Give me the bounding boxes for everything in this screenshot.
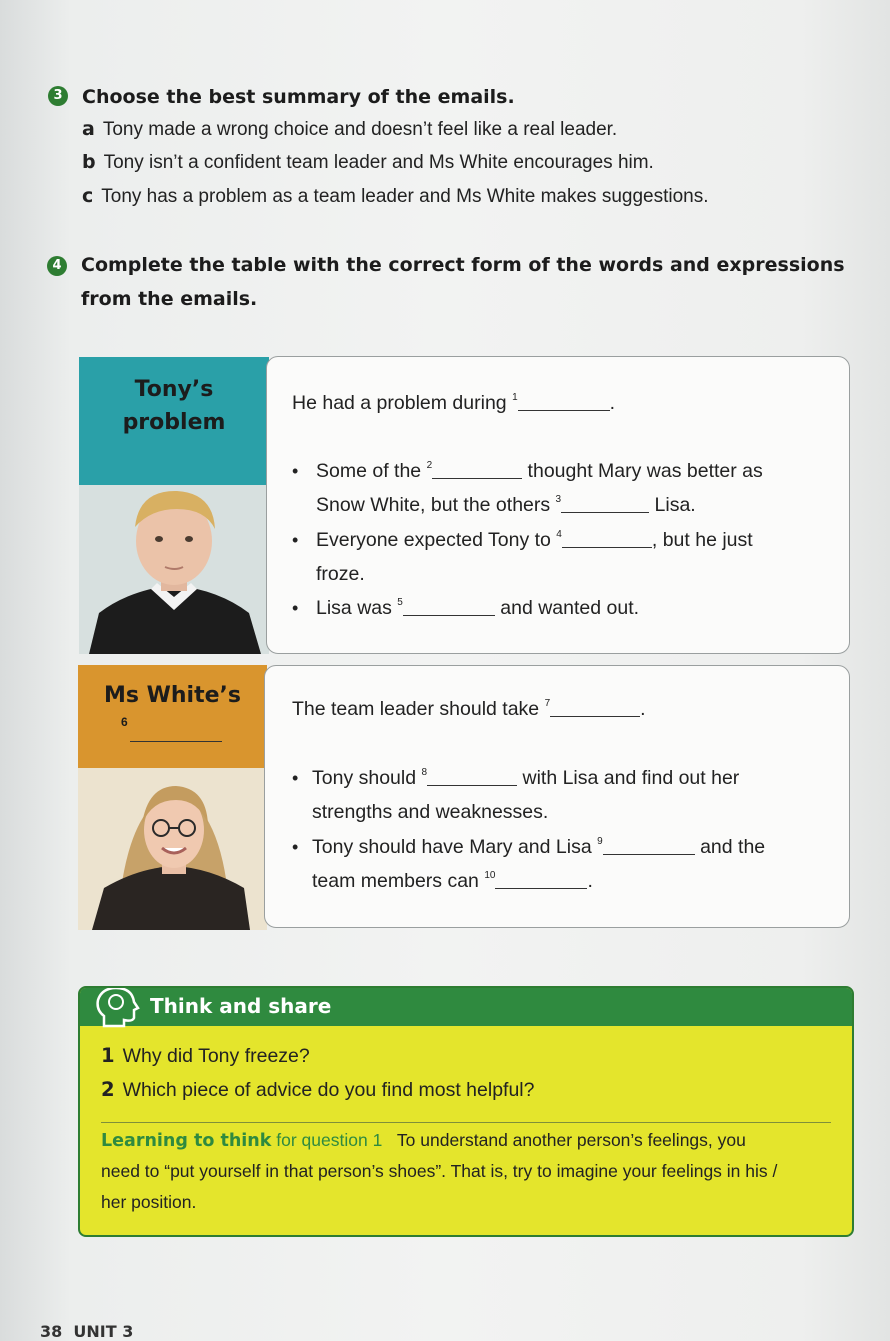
blank-number: 4: [556, 529, 562, 540]
learning-to-think-for: for question 1: [271, 1130, 383, 1150]
text-segment: Snow White, but the others: [316, 494, 556, 516]
white-label-column: [78, 665, 267, 930]
think-and-share-box: [78, 986, 854, 1237]
text-segment: .: [587, 870, 593, 892]
white-label: Ms White’s: [103, 683, 241, 708]
tony-bullet1-line2: [316, 494, 696, 517]
answer-blank-4[interactable]: [562, 531, 652, 548]
option-text: Tony isn’t a confident team leader and Ms White encourages him.: [103, 152, 654, 173]
option-text: Tony has a problem as a team leader and Ms White makes suggestions.: [101, 186, 709, 207]
bullet-icon: •: [292, 837, 299, 857]
white-bullet1-line2: strengths and weaknesses.: [312, 801, 549, 823]
bullet-icon: •: [292, 598, 299, 618]
tony-portrait: [79, 485, 269, 654]
option-text: Tony made a wrong choice and doesn’t feel like a real leader.: [102, 119, 618, 140]
think-and-share-title: Think and share: [150, 994, 332, 1018]
text-segment: Everyone expected Tony to: [316, 529, 557, 551]
tony-bullet3-line: [316, 597, 639, 620]
text-segment: thought Mary was better as: [522, 460, 763, 482]
tony-intro-line: [292, 392, 615, 415]
ms-white-portrait: [78, 768, 267, 930]
blank-number: 1: [512, 392, 518, 403]
ts-question-2: [101, 1078, 534, 1102]
blank-number: 5: [397, 597, 403, 608]
tony-bullet2-line1: [316, 529, 753, 552]
question-number: 1: [101, 1044, 115, 1067]
white-advice-box: [264, 665, 850, 928]
divider: [101, 1122, 831, 1123]
white-photo: [78, 768, 267, 930]
option-b: [82, 151, 654, 174]
answer-blank-1[interactable]: [518, 394, 610, 411]
answer-blank-5[interactable]: [403, 599, 495, 616]
white-bullet1-line1: [312, 767, 739, 790]
tony-problem-box: [266, 356, 850, 654]
question-4-heading-line2: from the emails.: [81, 288, 258, 310]
white-bullet2-line1: [312, 836, 765, 859]
tony-bullet1-line1: [316, 460, 763, 483]
page-footer: [40, 1322, 133, 1341]
tony-label-line2: problem: [122, 410, 226, 435]
blank-number: 7: [544, 698, 551, 709]
text-segment: .: [609, 392, 616, 414]
white-label-number: 6: [121, 715, 128, 729]
question-4-badge: 4: [47, 256, 67, 276]
tony-label-line1: Tony’s: [134, 377, 214, 402]
text-segment: The team leader should take: [292, 698, 545, 720]
option-a: [82, 118, 617, 141]
text-segment: .: [640, 698, 646, 720]
bullet-icon: •: [292, 461, 299, 481]
learning-to-think-line2: need to “put yourself in that person’s shoes”. That is, try to imagine your feelings in his /: [101, 1161, 778, 1181]
option-letter: b: [82, 151, 96, 173]
text-segment: Lisa was: [316, 597, 398, 619]
option-letter: a: [82, 118, 95, 140]
text-segment: He had a problem during: [292, 392, 513, 414]
bullet-icon: •: [292, 768, 299, 788]
ts-question-1: [101, 1044, 310, 1068]
option-c: [82, 185, 709, 208]
text-segment: with Lisa and find out her: [517, 767, 740, 789]
blank-number: 3: [555, 494, 562, 505]
option-letter: c: [82, 185, 94, 207]
tony-label: [79, 373, 269, 439]
learning-to-think-line3: her position.: [101, 1192, 197, 1212]
question-number: 2: [101, 1078, 115, 1101]
unit-label: UNIT 3: [73, 1322, 134, 1341]
text-segment: and the: [694, 836, 766, 858]
answer-blank-3[interactable]: [561, 496, 649, 513]
learning-to-think-line1: [101, 1130, 746, 1151]
white-label-blank[interactable]: [130, 741, 222, 742]
text-segment: Lisa.: [649, 494, 696, 516]
text-segment: Some of the: [316, 460, 427, 482]
white-intro-line: [292, 698, 646, 721]
head-profile-icon: [94, 986, 144, 1028]
text-segment: Tony should have Mary and Lisa: [312, 836, 598, 858]
text-segment: and wanted out.: [494, 597, 640, 619]
answer-blank-8[interactable]: [427, 769, 517, 786]
question-text: Which piece of advice do you find most helpful?: [122, 1079, 535, 1101]
learning-to-think-text: To understand another person’s feelings, you: [396, 1130, 746, 1150]
tony-bullet2-line2: froze.: [316, 563, 365, 585]
question-3-badge: 3: [48, 86, 68, 106]
text-segment: , but he just: [651, 529, 753, 551]
question-4-heading-line1: Complete the table with the correct form of the words and expressions: [81, 254, 845, 276]
blank-number: 10: [484, 870, 496, 881]
page-number: 38: [40, 1322, 63, 1341]
learning-to-think-label: Learning to think: [101, 1131, 272, 1151]
question-text: Why did Tony freeze?: [122, 1045, 310, 1067]
blank-number: 2: [426, 460, 433, 471]
think-and-share-header: [80, 988, 852, 1026]
answer-blank-10[interactable]: [495, 872, 587, 889]
answer-blank-7[interactable]: [550, 700, 640, 717]
question-3-heading: Choose the best summary of the emails.: [82, 86, 515, 108]
blank-number: 8: [421, 767, 428, 778]
answer-blank-2[interactable]: [432, 462, 522, 479]
answer-blank-9[interactable]: [603, 838, 695, 855]
blank-number: 9: [597, 836, 603, 847]
text-segment: team members can: [312, 870, 485, 892]
white-bullet2-line2: [312, 870, 593, 893]
text-segment: Tony should: [312, 767, 422, 789]
tony-photo: [79, 485, 269, 654]
tony-label-column: [79, 357, 269, 654]
bullet-icon: •: [292, 530, 299, 550]
